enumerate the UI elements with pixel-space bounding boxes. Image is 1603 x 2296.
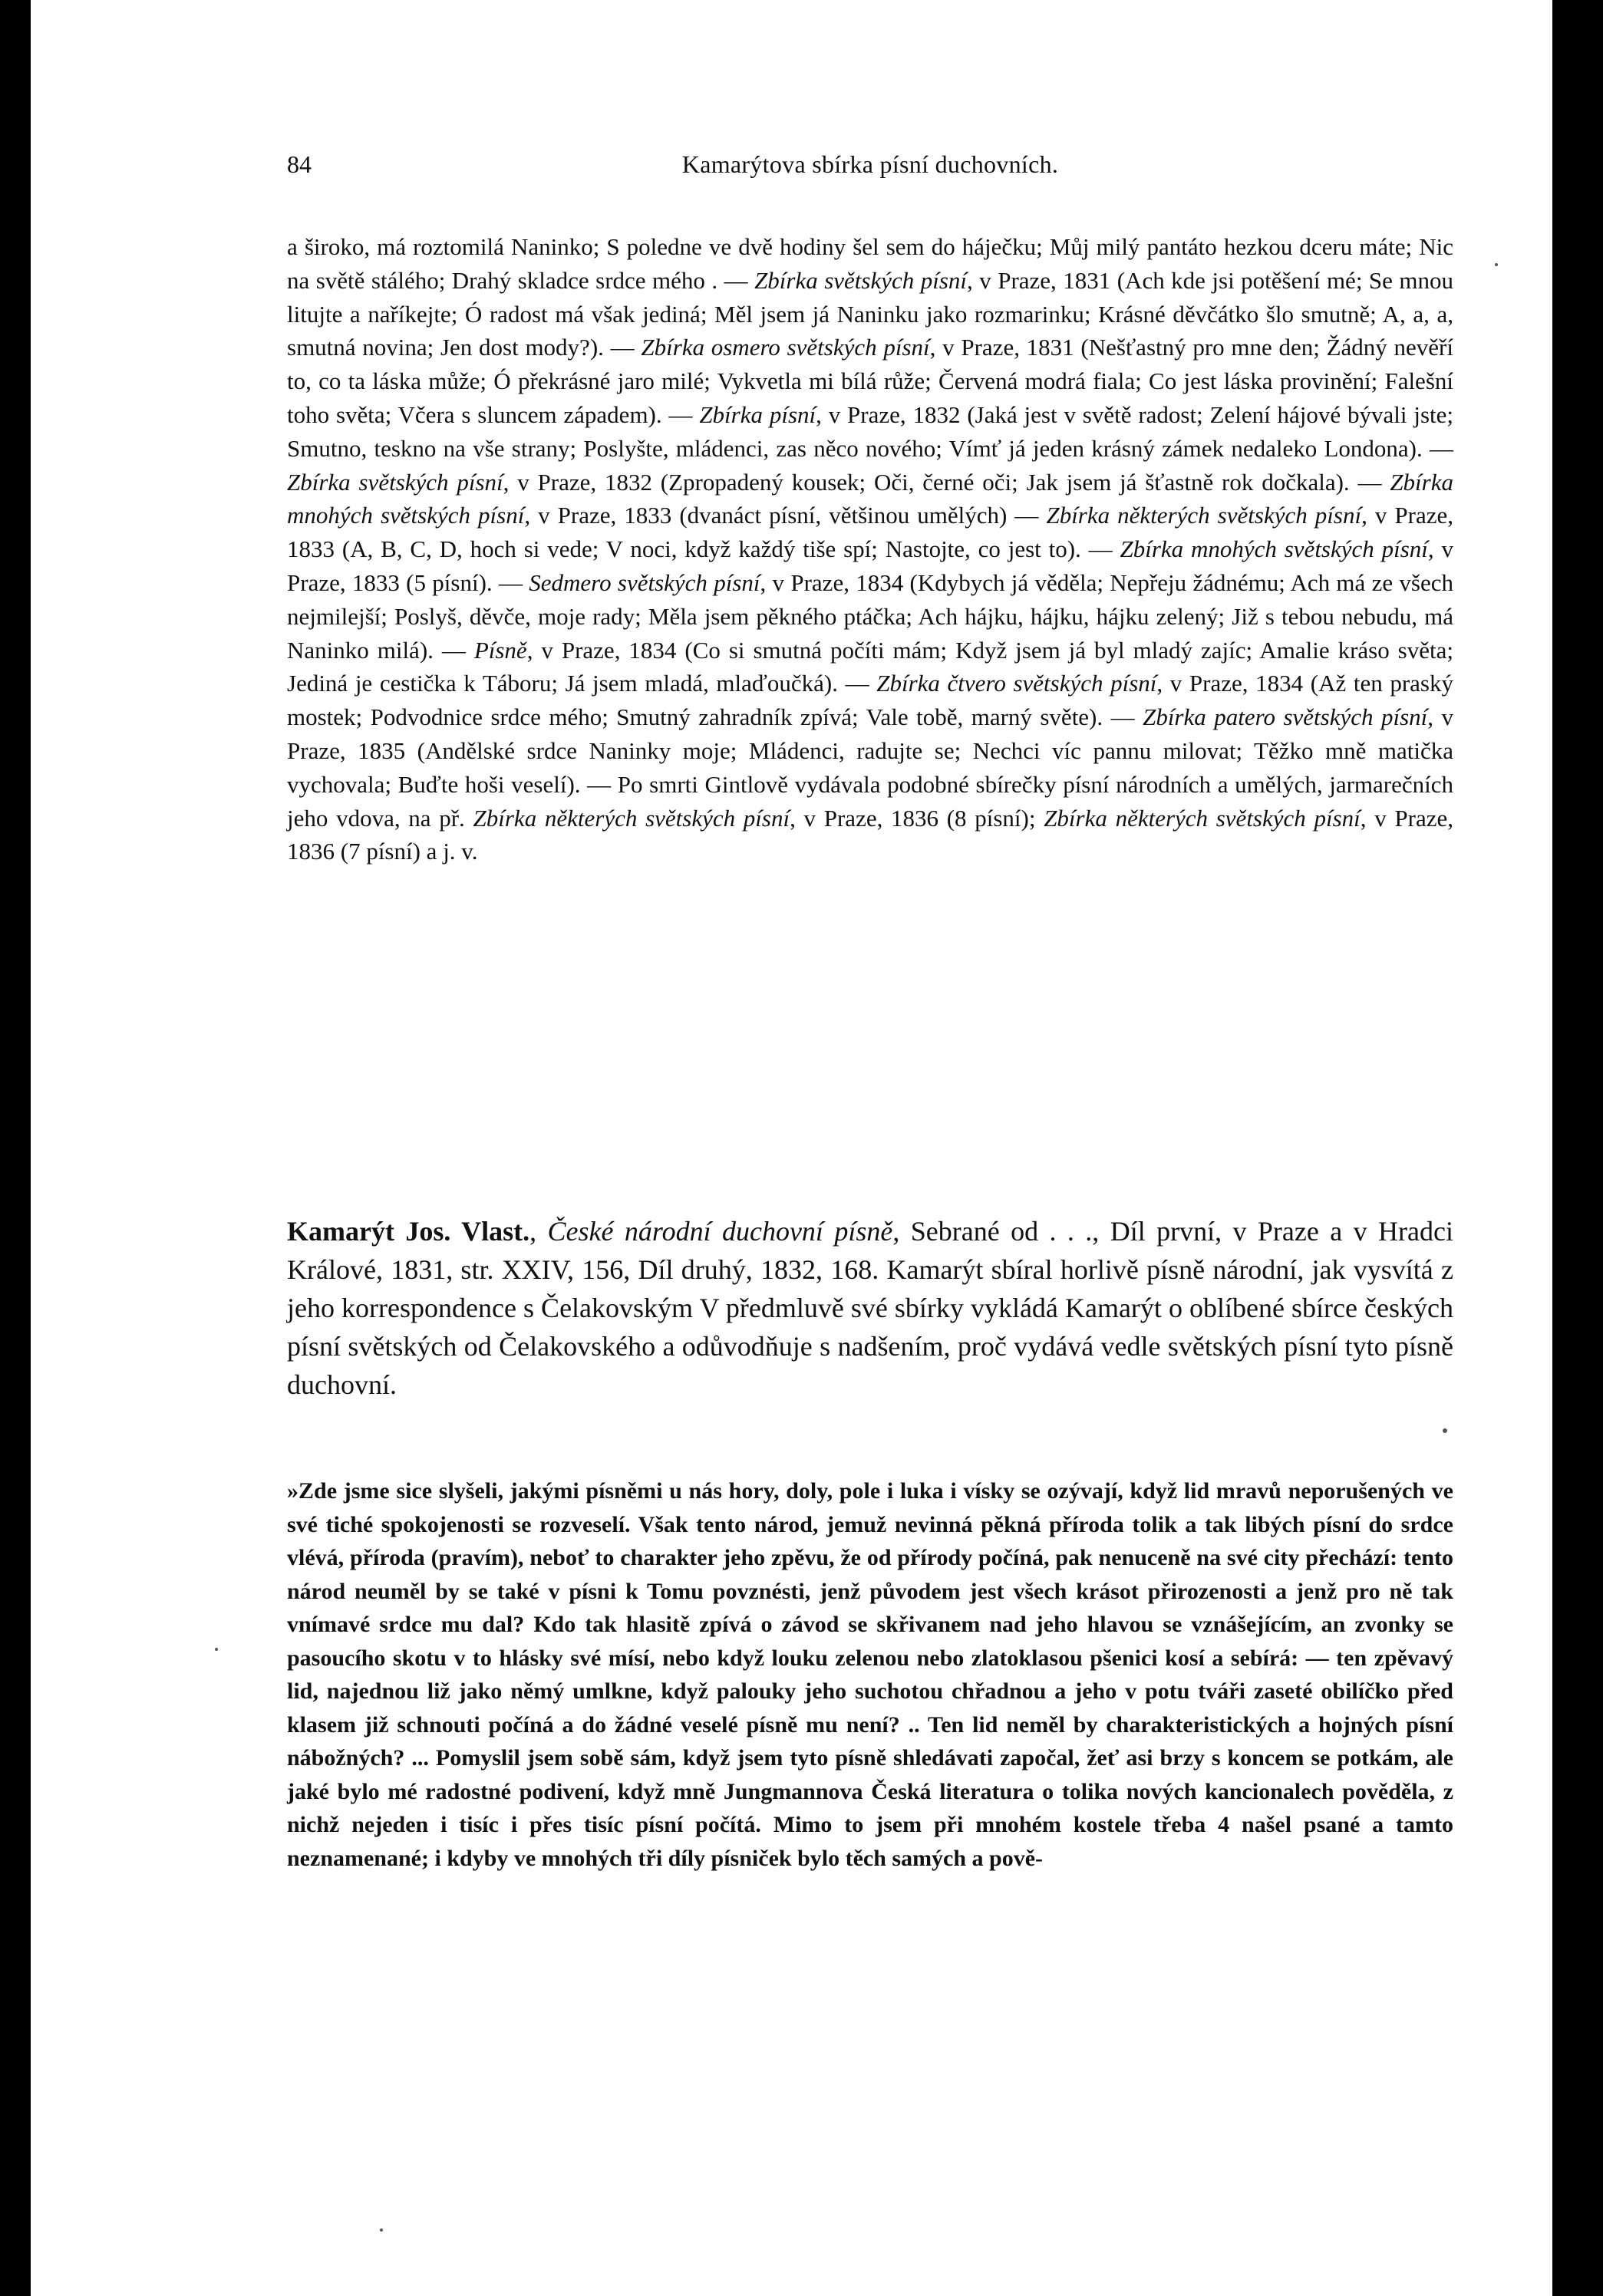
bibliography-text: , v Praze, 1836 (8 písní); (790, 804, 1044, 832)
bibliography-text: , v Praze, 1832 (Zpropadený kousek; Oči, černé oči; Jak jsem já šťastně rok dočkala). — (503, 468, 1390, 496)
bibliography-paragraph (287, 230, 1453, 868)
publication-title: Zbírka patero světských písní (1143, 703, 1428, 731)
bibliography-text: , v Praze, 1834 (Kdybych já věděla; Nepřeju žádnému; Ach má ze všech nejmilejší; Poslyš, děvče, moje rady; Měla jsem pěkného ptáčka; Ach hájku, hájku, hájku zelený; Již s tebou nebudu, má Naninko milá). — (287, 568, 1453, 664)
publication-title: Zbírka mnohých světských písní (287, 468, 1453, 529)
paper-speck (215, 1648, 218, 1651)
entry-paragraph (287, 1212, 1453, 1404)
page-header (287, 150, 1453, 181)
bibliography-text: , v Praze, 1833 (5 písní). — (287, 535, 1453, 596)
quote-paragraph: »Zde jsme sice slyšeli, jakými písněmi u nás hory, doly, pole i luka i vísky se ozývají, když lid mravů neporušených ve své tiché spokojenosti se rozveselí. Však tento národ, jemuž nevinná pěkná příroda tolik a tak libých písní do srdce vlévá, příroda (pravím), neboť to charakter jeho zpěvu, že od přírody počíná, pak nenuceně na své city přechází: tento národ neuměl by se také v písni k Tomu povznésti, jenž původem jest všech krásot přirozenosti a jenž pro ně tak vnímavé srdce mu dal? Kdo tak hlasitě zpívá o závod se skřivanem nad jeho hlavou se vznášejícím, an zvonky se pasoucího skotu v to hlásky své mísí, nebo když louku zelenou nebo zlatoklasou pšenici kosí a sebírá: — ten zpěvavý lid, najednou liž jako němý umlkne, když palouky jeho suchotou chřadnou a jeho v potu tváři zaseté obilíčko před klasem již schnouti počíná a do žádné veselé písně mu není? .. Ten lid neměl by charakteristických a hojných písní nábožných? ... Pomyslil jsem sobě sám, když jsem tyto písně shledávati započal, žeť asi brzy s koncem se potkám, ale jaké bylo mé radostné podivení, když mně Jungmannova Česká literatura o tolika nových kancionalech pověděla, z nichž nejeden i tisíc i přes tisíc písní počítá. Mimo to jsem při mnohém kostele třeba 4 našel psané a tamto neznamenané; i kdyby ve mnohých tři díly písniček bylo těch samých a pově- (287, 1478, 1453, 1871)
entry-separator: , (529, 1216, 548, 1247)
entry-text: , Sebrané od . . ., Díl první, v Praze a v Hradci Králové, 1831, str. XXIV, 156, Díl druhý, 1832, 168. Kamarýt sbíral horlivě písně národní, jak vysvítá z jeho korrespondence s Čelakovským V předmluvě své sbírky vykládá Kamarýt o oblíbené sbírce českých písní světských od Čelakovského a odůvodňuje s nadšením, proč vydává vedle světských písní tyto písně duchovní. (287, 1216, 1453, 1400)
publication-title: Zbírka světských písní (754, 266, 968, 294)
paper-speck (380, 2228, 383, 2232)
bibliography-text: , v Praze, 1836 (7 písní) a j. v. (287, 804, 1454, 865)
paper-speck (1495, 263, 1498, 266)
bibliography-text: , v Praze, 1831 (Nešťastný pro mne den; Žádný nevěří to, co ta láska může; Ó překrásné jaro milé; Vykvetla mi bílá růže; Červená modrá fiala; Co jest láska provinění; Falešní toho světa; Včera s sluncem západem). — (287, 334, 1453, 428)
publication-title: Zbírka světských písní (287, 468, 503, 496)
bibliography-text: , v Praze, 1833 (A, B, C, D, hoch si vede; V noci, když každý tiše spí; Nastojte, co jest to). — (287, 502, 1454, 563)
bibliography-text: a široko, má roztomilá Naninko; S poledne ve dvě hodiny šel sem do háječku; Můj milý pantáto hezkou dceru máte; Nic na světě stálého; Drahý skladce srdce mého . — (287, 233, 1453, 294)
entry-author: Kamarýt Jos. Vlast. (287, 1216, 530, 1247)
publication-title: Zbírka mnohých světských písní (1120, 535, 1428, 563)
bibliography-text: , v Praze, 1833 (dvanáct písní, většinou umělých) — (524, 502, 1047, 529)
page-number: 84 (287, 150, 312, 178)
book-page (31, 0, 1552, 2296)
publication-title: Zbírka některých světských písní (1046, 502, 1362, 529)
publication-title: Zbírka některých světských písní (473, 804, 790, 832)
bibliography-text: , v Praze, 1831 (Ach kde jsi potěšení mé; Se mnou litujte a naříkejte; Ó radost má však jediná; Měl jsem já Naninku jako rozmarinku; Krásné děvčátko šlo smutně; A, a, a, smutná novina; Jen dost mody?). — (287, 266, 1453, 361)
bibliography-text: , v Praze, 1834 (Co si smutná počíti mám; Když jsem já byl mladý zajíc; Amalie kráso světa; Jediná je cestička k Táboru; Já jsem mladá, mlaďoučká). — (287, 636, 1453, 697)
entry-title: České národní duchovní písně (547, 1216, 893, 1247)
paper-speck (1443, 1428, 1447, 1433)
publication-title: Písně (473, 636, 527, 664)
bibliography-text: , v Praze, 1834 (Až ten praský mostek; Podvodnice srdce mého; Smutný zahradník zpívá; Vale tobě, marný světe). — (287, 670, 1453, 731)
bibliography-text: , v Praze, 1832 (Jaká jest v světě radost; Zelení hájové bývali jste; Smutno, teskno na vše strany; Poslyšte, mládenci, zas něco nového; Vímť já jeden krásný zámek nedaleko Londona). — (287, 400, 1453, 462)
bibliography-text: , v Praze, 1835 (Andělské srdce Naninky moje; Mládenci, radujte se; Nechci víc pannu milovat; Těžko mně matička vychovala; Buďte hoši veselí). — Po smrti Gintlově vydávala podobné sbírečky písní národních a umělých, jarmarečních jeho vdova, na př. (287, 703, 1453, 832)
publication-title: Zbírka písní (699, 400, 816, 428)
publication-title: Zbírka osmero světských písní (641, 334, 930, 361)
publication-title: Zbírka čtvero světských písní (876, 670, 1157, 697)
running-title: Kamarýtova sbírka písní duchovních. (681, 150, 1059, 178)
publication-title: Zbírka některých světských písní (1044, 804, 1361, 832)
publication-title: Sedmero světských písní (529, 568, 760, 596)
